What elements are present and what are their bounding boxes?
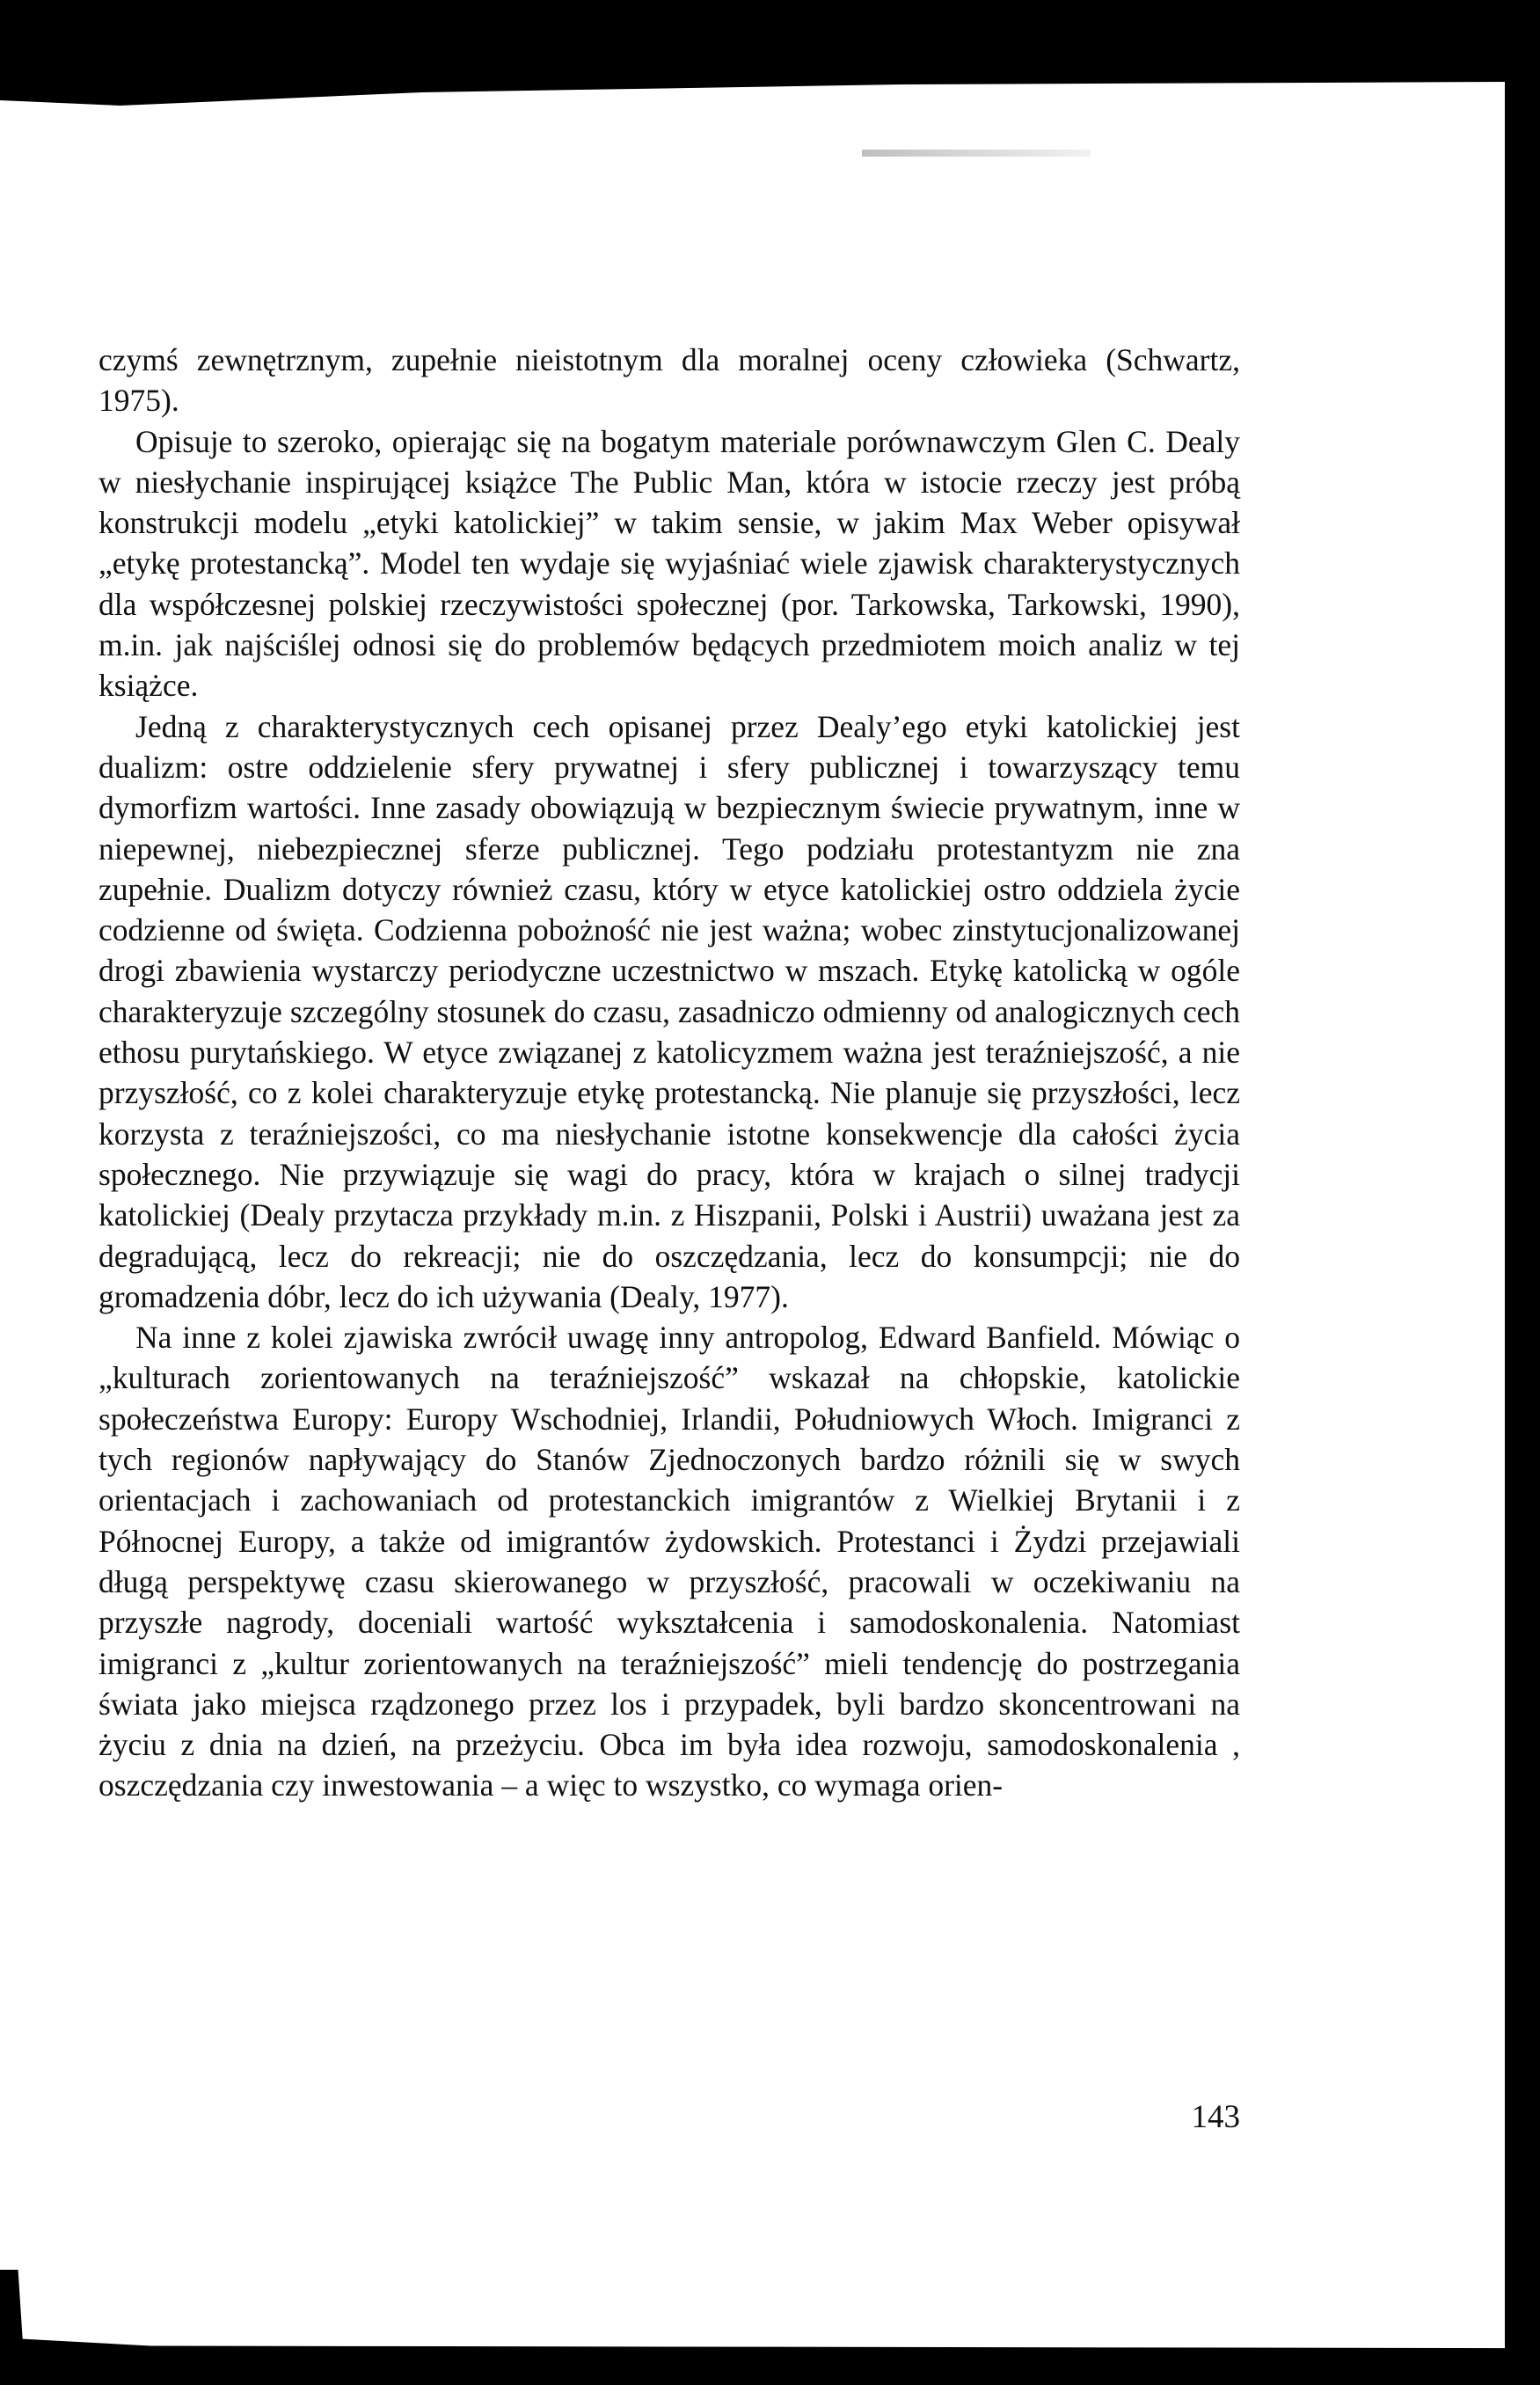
scan-shadow-top	[0, 0, 1505, 132]
scan-shadow-bottom	[0, 2270, 1505, 2385]
page-number: 143	[1191, 2099, 1240, 2135]
paragraph-3: Jedną z charakterystycznych cech opisanej przez Dealy’ego etyki katolickiej jest dualizm: ostre oddzielenie sfery prywatnej i sfery publicznej i towarzyszący temu dymorfizm wartości. Inne zasady obowiązują w bezpiecznym świecie prywatnym, inne w niepewnej, niebezpiecznej sferze publicznej. Tego podziału protestantyzm nie zna zupełnie. Dualizm dotyczy również czasu, który w etyce katolickiej ostro oddziela życie codzienne od święta. Codzienna pobożność nie jest ważna; wobec zinstytucjonalizowanej drogi zbawienia wystarczy periodyczne uczestnictwo w mszach. Etykę katolicką w ogóle charakteryzuje szczególny stosunek do czasu, zasadniczo odmienny od analogicznych cech ethosu purytańskiego. W etyce związanej z katolicyzmem ważna jest teraźniejszość, a nie przyszłość, co z kolei charakteryzuje etykę protestancką. Nie planuje się przyszłości, lecz korzysta z teraźniejszości, co ma niesłychanie istotne konsekwencje dla całości życia społecznego. Nie przywiązuje się wagi do pracy, która w krajach o silnej tradycji katolickiej (Dealy przytacza przykłady m.in. z Hiszpanii, Polski i Austrii) uważana jest za degradującą, lecz do rekreacji; nie do oszczędzania, lecz do konsumpcji; nie do gromadzenia dóbr, lecz do ich używania (Dealy, 1977).	[99, 708, 1240, 1314]
paragraph-2: Opisuje to szeroko, opierając się na bogatym materiale porównawczym Glen C. Dealy w niesłychanie inspirującej książce The Public Man, która w istocie rzeczy jest próbą konstrukcji modelu „etyki katolickiej” w takim sensie, w jakim Max Weber opisywał „etykę protestancką”. Model ten wydaje się wyjaśniać wiele zjawisk charakterystycznych dla współczesnej polskiej rzeczywistości społecznej (por. Tarkowska, Tarkowski, 1990), m.in. jak najściślej odnosi się do problemów będących przedmiotem moich analiz w tej książce.	[99, 423, 1240, 704]
scan-edge-right	[1505, 0, 1540, 2385]
paragraph-4: Na inne z kolei zjawiska zwrócił uwagę inny antropolog, Edward Banfield. Mówiąc o „kulturach zorientowanych na teraźniejszość” wskazał na chłopskie, katolickie społeczeństwa Europy: Europy Wschodniej, Irlandii, Południowych Włoch. Imigranci z tych regionów napływający do Stanów Zjednoczonych bardzo różnili się w swych orientacjach i zachowaniach od protestanckich imigrantów z Wielkiej Brytanii i z Północnej Europy, a także od imigrantów żydowskich. Protestanci i Żydzi przejawiali długą perspektywę czasu skierowanego w przyszłość, pracowali w oczekiwaniu na przyszłe nagrody, doceniali wartość wykształcenia i samodoskonalenia. Natomiast imigranci z „kultur zorientowanych na teraźniejszość” mieli tendencję do postrzegania świata jako miejsca rządzonego przez los i przypadek, byli bardzo skoncentrowani na życiu z dnia na dzień, na przeżyciu. Obca im była idea rozwoju, samodoskonalenia , oszczędzania czy inwestowania – a więc to wszystko, co wymaga orien-	[99, 1320, 1240, 1803]
scan-smudge	[862, 150, 1091, 157]
body-text	[99, 340, 1240, 1806]
paragraph-1: czymś zewnętrznym, zupełnie nieistotnym dla moralnej oceny człowieka (Schwartz, 1975).	[99, 342, 1240, 419]
